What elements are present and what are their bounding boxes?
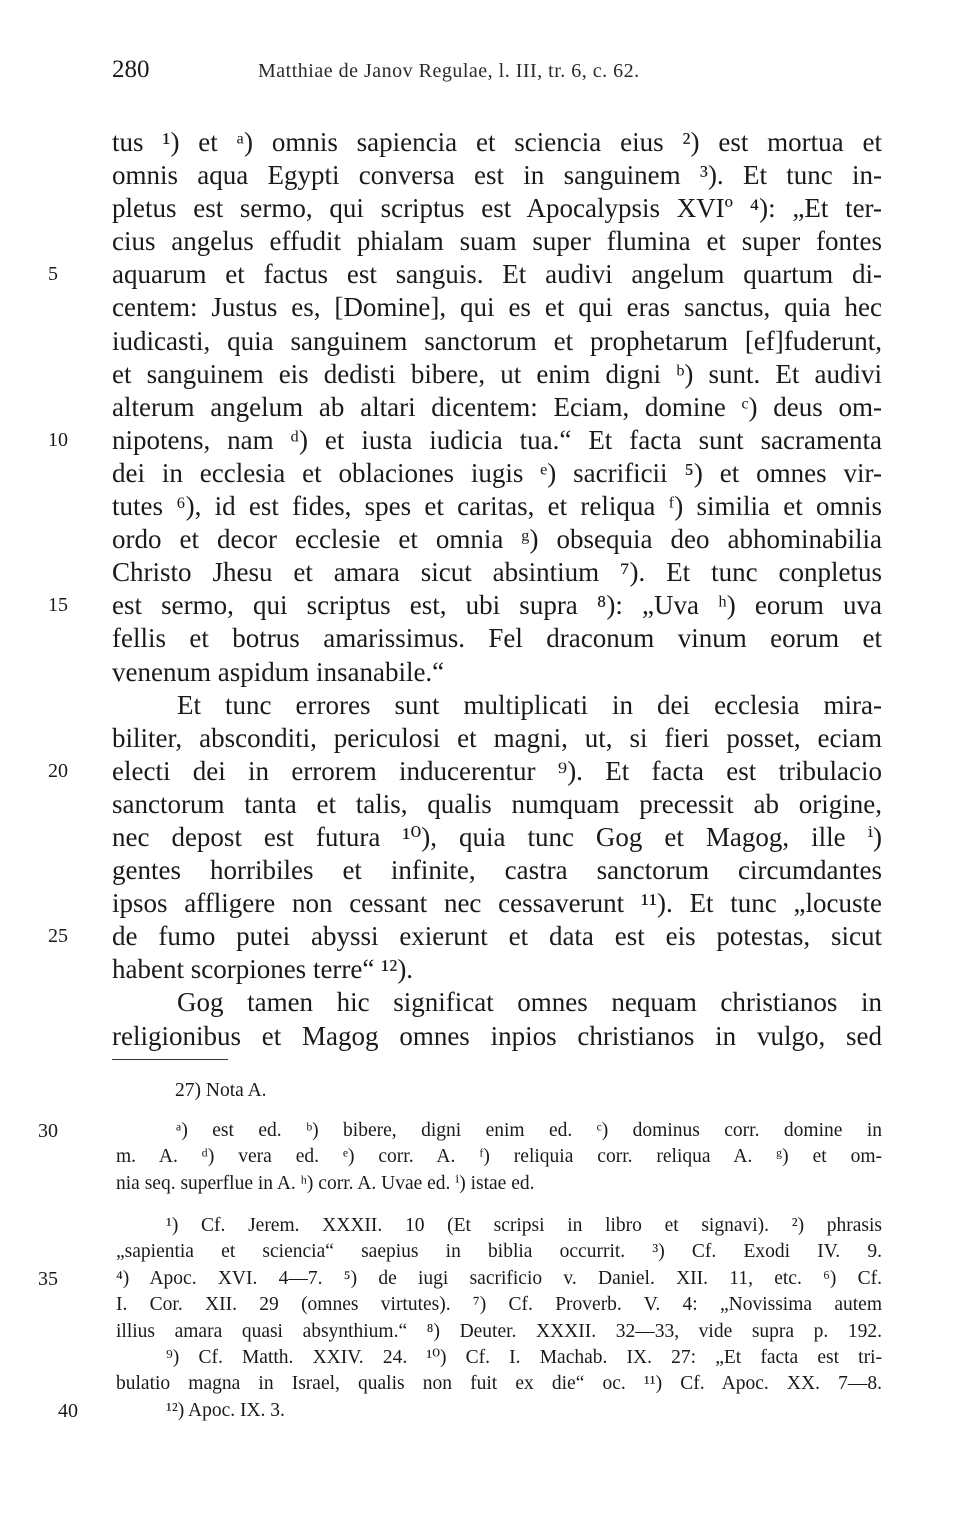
line-text: iudicasti, quia sanguinem sanctorum et prophetarum [ef]fuderunt, bbox=[112, 325, 882, 356]
text-line bbox=[112, 986, 882, 1019]
footnote-line bbox=[116, 1239, 882, 1265]
line-text: m. A. ᵈ) vera ed. ᵉ) corr. A. ᶠ) reliquia corr. reliqua A. ᵍ) et om- bbox=[116, 1146, 882, 1168]
page-number: 280 bbox=[112, 56, 150, 83]
footnote-line bbox=[116, 1345, 882, 1371]
line-number: 40 bbox=[58, 1399, 78, 1422]
line-number: 5 bbox=[48, 263, 58, 286]
line-text: est sermo, qui scriptus est, ubi supra ⁸): „Uva ʰ) eorum uva bbox=[112, 590, 882, 621]
line-number: 15 bbox=[48, 594, 68, 617]
text-line bbox=[112, 1020, 882, 1053]
line-text: venenum aspidum insanabile.“ bbox=[112, 656, 445, 687]
text-line bbox=[112, 457, 882, 490]
footnote-line bbox=[116, 1213, 882, 1239]
line-text: ordo et decor ecclesie et omnia ᵍ) obsequia deo abhominabilia bbox=[112, 524, 882, 555]
line-text: alterum angelum ab altari dicentem: Eciam, domine ᶜ) deus om- bbox=[112, 391, 882, 422]
text-line bbox=[48, 258, 882, 291]
line-text: ᵃ) est ed. ᵇ) bibere, digni enim ed. ᶜ) dominus corr. domine in bbox=[176, 1120, 882, 1141]
line-text: gentes horribiles et infinite, castra sanctorum circumdantes bbox=[112, 855, 882, 886]
line-text: cius angelus effudit phialam suam super flumina et super fontes bbox=[112, 226, 882, 257]
line-number: 35 bbox=[38, 1267, 58, 1290]
text-line bbox=[112, 490, 882, 523]
line-text: Christo Jhesu et amara sicut absintium ⁷). Et tunc conpletus bbox=[112, 557, 882, 588]
text-line bbox=[112, 391, 882, 424]
text-line bbox=[112, 159, 882, 192]
text-line bbox=[112, 291, 882, 324]
text-line bbox=[112, 887, 882, 920]
line-text: pletus est sermo, qui scriptus est Apocalypsis XVIº ⁴): „Et ter- bbox=[112, 193, 882, 224]
line-text: „sapientia et sciencia“ saepius in biblia occurrit. ³) Cf. Exodi IV. 9. bbox=[116, 1241, 882, 1263]
line-text: biliter, absconditi, periculosi et magni, ut, si fieri posset, eciam bbox=[112, 722, 882, 753]
text-line bbox=[112, 358, 882, 391]
text-line bbox=[48, 589, 882, 622]
marginal-note: 27) Nota A. bbox=[175, 1080, 267, 1101]
text-line bbox=[112, 622, 882, 655]
text-line bbox=[112, 854, 882, 887]
text-line bbox=[112, 556, 882, 589]
text-line bbox=[48, 920, 882, 953]
text-line bbox=[112, 523, 882, 556]
line-text: nipotens, nam ᵈ) et iusta iudicia tua.“ Et facta sunt sacramenta bbox=[112, 424, 882, 455]
line-text: fellis et botrus amarissimus. Fel draconum vinum eorum et bbox=[112, 623, 882, 654]
line-text: nia seq. superflue in A. ʰ) corr. A. Uvae ed. ⁱ) istae ed. bbox=[116, 1172, 535, 1194]
text-line bbox=[112, 225, 882, 258]
line-text: electi dei in errorem inducerentur ⁹). Et facta est tribulacio bbox=[112, 755, 882, 786]
line-text: ipsos affligere non cessant nec cessaverunt ¹¹). Et tunc „locuste bbox=[112, 888, 882, 919]
apparatus-line bbox=[38, 1118, 882, 1144]
running-title: Matthiae de Janov Regulae, l. III, tr. 6, c. 62. bbox=[258, 60, 640, 82]
line-text: I. Cor. XII. 29 (omnes virtutes). ⁷) Cf. Proverb. V. 4: „Novissima autem bbox=[116, 1294, 882, 1316]
text-line bbox=[112, 689, 882, 722]
apparatus-line bbox=[116, 1144, 882, 1170]
main-text bbox=[48, 126, 882, 1053]
footnote-line bbox=[38, 1266, 882, 1292]
line-text: tus ¹) et ᵃ) omnis sapiencia et sciencia eius ²) est mortua et bbox=[112, 127, 882, 157]
line-text: omnis aqua Egypti conversa est in sanguinem ³). Et tunc in- bbox=[112, 160, 882, 191]
line-text: Gog tamen hic significat omnes nequam christianos in bbox=[177, 987, 882, 1018]
text-line bbox=[112, 656, 882, 689]
line-text: Et tunc errores sunt multiplicati in dei ecclesia mira- bbox=[177, 689, 882, 720]
text-line bbox=[48, 424, 882, 457]
text-line bbox=[112, 953, 882, 986]
text-line bbox=[112, 126, 882, 159]
footnote-line bbox=[116, 1292, 882, 1318]
line-text: ⁹) Cf. Matth. XXIV. 24. ¹⁰) Cf. I. Machab. IX. 27: „Et facta est tri- bbox=[166, 1346, 882, 1368]
line-text: religionibus et Magog omnes inpios christianos in vulgo, sed bbox=[112, 1020, 882, 1051]
line-text: bulatio magna in Israel, qualis non fuit ex die“ oc. ¹¹) Cf. Apoc. XX. 7—8. bbox=[116, 1373, 882, 1395]
line-number: 20 bbox=[48, 759, 68, 782]
line-text: de fumo putei abyssi exierunt et data est eis potestas, sicut bbox=[112, 921, 882, 952]
line-number: 25 bbox=[48, 925, 68, 948]
line-text: ⁴) Apoc. XVI. 4—7. ⁵) de iugi sacrificio v. Daniel. XII. 11, etc. ⁶) Cf. bbox=[116, 1267, 882, 1289]
text-line bbox=[112, 722, 882, 755]
line-text: illius amara quasi absynthium.“ ⁸) Deuter. XXXII. 32—33, vide supra p. 192. bbox=[116, 1320, 882, 1342]
line-number: 10 bbox=[48, 428, 68, 451]
line-text: et sanguinem eis dedisti bibere, ut enim digni ᵇ) sunt. Et audivi bbox=[112, 358, 882, 389]
footnote-rule bbox=[112, 1059, 228, 1060]
text-line bbox=[112, 325, 882, 358]
line-text: sanctorum tanta et talis, qualis numquam precessit ab origine, bbox=[112, 788, 882, 819]
footnote-line bbox=[58, 1398, 882, 1424]
text-line bbox=[48, 755, 882, 788]
footnote-line bbox=[116, 1371, 882, 1397]
text-line bbox=[112, 821, 882, 854]
line-number: 30 bbox=[38, 1120, 58, 1142]
footnotes bbox=[38, 1213, 882, 1424]
line-text: nec depost est futura ¹⁰), quia tunc Gog et Magog, ille ⁱ) bbox=[112, 821, 882, 852]
text-line bbox=[112, 192, 882, 225]
text-line bbox=[112, 788, 882, 821]
running-header bbox=[112, 56, 882, 90]
line-text: ¹²) Apoc. IX. 3. bbox=[166, 1399, 285, 1421]
line-text: centem: Justus es, [Domine], qui es et qui eras sanctus, quia hec bbox=[112, 292, 882, 323]
critical-apparatus bbox=[38, 1118, 882, 1197]
line-text: habent scorpiones terre“ ¹²). bbox=[112, 954, 414, 985]
line-text: dei in ecclesia et oblaciones iugis ᵉ) sacrificii ⁵) et omnes vir- bbox=[112, 457, 882, 488]
footnote-line bbox=[116, 1319, 882, 1345]
line-text: ¹) Cf. Jerem. XXXII. 10 (Et scripsi in libro et signavi). ²) phrasis bbox=[166, 1215, 882, 1236]
line-text: aquarum et factus est sanguis. Et audivi angelum quartum di- bbox=[112, 259, 882, 290]
line-text: tutes ⁶), id est fides, spes et caritas, et reliqua ᶠ) similia et omnis bbox=[112, 491, 882, 522]
apparatus-line bbox=[116, 1171, 882, 1197]
